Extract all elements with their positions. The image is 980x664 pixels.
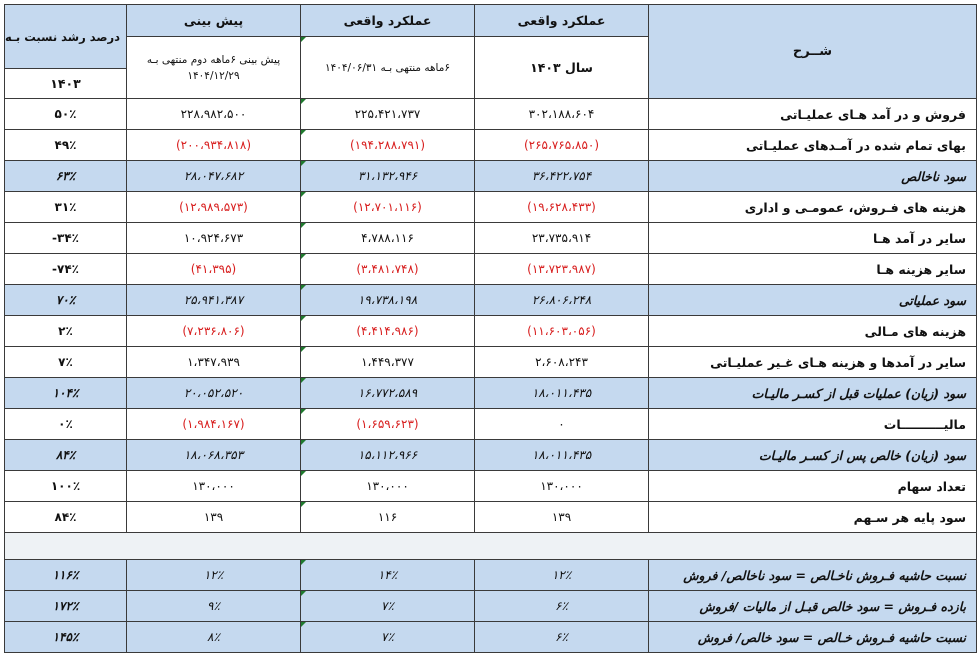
forecast-cell: ۱۲٪ <box>127 560 301 591</box>
table-row <box>5 192 977 223</box>
actual-6m-subtitle: ۶ماهه منتهی بـه ۱۴۰۴/۰۶/۳۱ <box>301 37 475 99</box>
spacer-row <box>5 533 977 560</box>
growth-year: ۱۴۰۳ <box>5 69 127 99</box>
actual-6m-cell: ۱۶،۷۷۲،۵۸۹ <box>301 378 475 409</box>
actual-year-cell: ۶٪ <box>475 591 649 622</box>
actual-year-cell: ۳۶،۴۲۲،۷۵۴ <box>475 161 649 192</box>
ratio-label: نسبت حاشیه فـروش خـالص = سود خالص/ فروش <box>649 622 977 653</box>
row-label: هزینه های مـالی <box>649 316 977 347</box>
forecast-subtitle: پیش بینی ۶ماهه دوم منتهی بـه ۱۴۰۴/۱۲/۲۹ <box>127 37 301 99</box>
actual-6m-cell: (۱،۶۵۹،۶۲۳) <box>301 409 475 440</box>
ratio-row <box>5 622 977 653</box>
actual-6m-cell: ۲۲۵،۴۲۱،۷۳۷ <box>301 99 475 130</box>
forecast-cell: ۹٪ <box>127 591 301 622</box>
forecast-cell: ۲۰،۰۵۲،۵۲۰ <box>127 378 301 409</box>
growth-cell: ۱۰۰٪ <box>5 471 127 502</box>
forecast-cell: ۲۲۸،۹۸۲،۵۰۰ <box>127 99 301 130</box>
forecast-cell: ۱۰،۹۲۴،۶۷۳ <box>127 223 301 254</box>
growth-cell: ۱۷۲٪ <box>5 591 127 622</box>
growth-cell: ۲٪ <box>5 316 127 347</box>
growth-cell: ۷۰٪ <box>5 285 127 316</box>
ratio-label: نسبت حاشیه فـروش ناخـالص = سود ناخالص/ فروش <box>649 560 977 591</box>
growth-cell: ۰٪ <box>5 409 127 440</box>
actual-year-cell: ۱۲٪ <box>475 560 649 591</box>
row-label: سایر در آمد هـا <box>649 223 977 254</box>
actual-6m-cell: ۳۱،۱۳۲،۹۴۶ <box>301 161 475 192</box>
spacer-cell <box>5 533 977 560</box>
forecast-cell: ۱،۳۴۷،۹۳۹ <box>127 347 301 378</box>
ratio-row <box>5 560 977 591</box>
actual-6m-cell: ۱،۴۴۹،۳۷۷ <box>301 347 475 378</box>
row-label: بهای تمام شده در آمـدهای عملیـاتی <box>649 130 977 161</box>
actual-6m-cell: (۱۹۴،۲۸۸،۷۹۱) <box>301 130 475 161</box>
growth-cell: ۸۴٪ <box>5 502 127 533</box>
table-row <box>5 223 977 254</box>
row-label: فروش و در آمد هـای عملیـاتی <box>649 99 977 130</box>
row-label: سود عملیاتی <box>649 285 977 316</box>
growth-cell: ۱۱۶٪ <box>5 560 127 591</box>
actual-6m-cell: ۱۱۶ <box>301 502 475 533</box>
actual-year-cell: ۱۳۰،۰۰۰ <box>475 471 649 502</box>
actual-6m-cell: (۳،۴۸۱،۷۴۸) <box>301 254 475 285</box>
sharh-header: شــرح <box>649 5 977 99</box>
table-row <box>5 161 977 192</box>
table-row <box>5 471 977 502</box>
actual-year-cell: (۱۳،۷۲۳،۹۸۷) <box>475 254 649 285</box>
row-label: سود (زیان) عملیات قبل از کسـر مالیـات <box>649 378 977 409</box>
growth-cell: ۶۳٪ <box>5 161 127 192</box>
forecast-cell: (۴۱،۳۹۵) <box>127 254 301 285</box>
forecast-cell: (۲۰۰،۹۳۴،۸۱۸) <box>127 130 301 161</box>
actual-6m-cell: ۱۳۰،۰۰۰ <box>301 471 475 502</box>
actual-6m-cell: ۷٪ <box>301 591 475 622</box>
table-row <box>5 99 977 130</box>
forecast-cell: ۸٪ <box>127 622 301 653</box>
actual-year-cell: ۱۸،۰۱۱،۴۳۵ <box>475 378 649 409</box>
growth-cell: -۷۴٪ <box>5 254 127 285</box>
actual-year-cell: ۰ <box>475 409 649 440</box>
actual-year-cell: ۱۸،۰۱۱،۴۳۵ <box>475 440 649 471</box>
table-row <box>5 316 977 347</box>
actual-6m-cell: (۱۲،۷۰۱،۱۱۶) <box>301 192 475 223</box>
actual-6m-cell: ۱۴٪ <box>301 560 475 591</box>
growth-cell: ۷٪ <box>5 347 127 378</box>
table-row <box>5 502 977 533</box>
actual-year-cell: (۲۶۵،۷۶۵،۸۵۰) <box>475 130 649 161</box>
actual-6m-cell: ۴،۷۸۸،۱۱۶ <box>301 223 475 254</box>
forecast-title: پیش بینی <box>127 5 301 37</box>
actual-year-subtitle: سال ۱۴۰۳ <box>475 37 649 99</box>
forecast-cell: (۷،۲۳۶،۸۰۶) <box>127 316 301 347</box>
growth-cell: ۱۴۵٪ <box>5 622 127 653</box>
table-row <box>5 378 977 409</box>
table-row <box>5 254 977 285</box>
ratio-label: بازده فـروش = سود خالص قبـل از مالیات /فروش <box>649 591 977 622</box>
forecast-cell: ۱۳۰،۰۰۰ <box>127 471 301 502</box>
forecast-cell: ۲۸،۰۴۷،۶۸۲ <box>127 161 301 192</box>
growth-cell: -۳۴٪ <box>5 223 127 254</box>
forecast-cell: ۲۵،۹۴۱،۳۸۷ <box>127 285 301 316</box>
growth-cell: ۴۹٪ <box>5 130 127 161</box>
forecast-cell: (۱۲،۹۸۹،۵۷۳) <box>127 192 301 223</box>
forecast-table <box>4 4 977 653</box>
row-label: سود ناخالص <box>649 161 977 192</box>
actual-year-cell: (۱۹،۶۲۸،۴۳۳) <box>475 192 649 223</box>
actual-6m-title: عملکرد واقعی <box>301 5 475 37</box>
row-label: سود (زیان) خالص پس از کسـر مالیـات <box>649 440 977 471</box>
table-row <box>5 347 977 378</box>
table-row <box>5 409 977 440</box>
growth-cell: ۳۱٪ <box>5 192 127 223</box>
row-label: سایر هزینه هـا <box>649 254 977 285</box>
actual-6m-cell: ۱۹،۷۳۸،۱۹۸ <box>301 285 475 316</box>
actual-year-cell: ۳۰۲،۱۸۸،۶۰۴ <box>475 99 649 130</box>
table-row <box>5 285 977 316</box>
table-row <box>5 440 977 471</box>
actual-6m-cell: ۷٪ <box>301 622 475 653</box>
actual-year-cell: ۲۳،۷۳۵،۹۱۴ <box>475 223 649 254</box>
forecast-cell: (۱،۹۸۴،۱۶۷) <box>127 409 301 440</box>
growth-title: درصد رشد نسبت بـه <box>5 5 127 69</box>
growth-cell: ۱۰۴٪ <box>5 378 127 409</box>
row-label: تعداد سهام <box>649 471 977 502</box>
actual-year-cell: ۲،۶۰۸،۲۴۳ <box>475 347 649 378</box>
ratio-row <box>5 591 977 622</box>
row-label: هزینه های فـروش، عمومـی و اداری <box>649 192 977 223</box>
actual-6m-cell: ۱۵،۱۱۲،۹۶۶ <box>301 440 475 471</box>
forecast-cell: ۱۳۹ <box>127 502 301 533</box>
actual-6m-cell: (۴،۴۱۴،۹۸۶) <box>301 316 475 347</box>
actual-year-cell: ۲۶،۸۰۶،۲۴۸ <box>475 285 649 316</box>
actual-year-cell: ۶٪ <box>475 622 649 653</box>
header-row-1 <box>5 5 977 37</box>
growth-cell: ۵۰٪ <box>5 99 127 130</box>
row-label: سایر در آمدها و هزینه هـای غـیر عملیـاتی <box>649 347 977 378</box>
table-row <box>5 130 977 161</box>
row-label: مالیــــــــــات <box>649 409 977 440</box>
row-label: سود پایه هر سـهم <box>649 502 977 533</box>
actual-year-cell: ۱۳۹ <box>475 502 649 533</box>
actual-year-cell: (۱۱،۶۰۳،۰۵۶) <box>475 316 649 347</box>
forecast-cell: ۱۸،۰۶۸،۳۵۳ <box>127 440 301 471</box>
actual-year-title: عملکرد واقعی <box>475 5 649 37</box>
growth-cell: ۸۴٪ <box>5 440 127 471</box>
